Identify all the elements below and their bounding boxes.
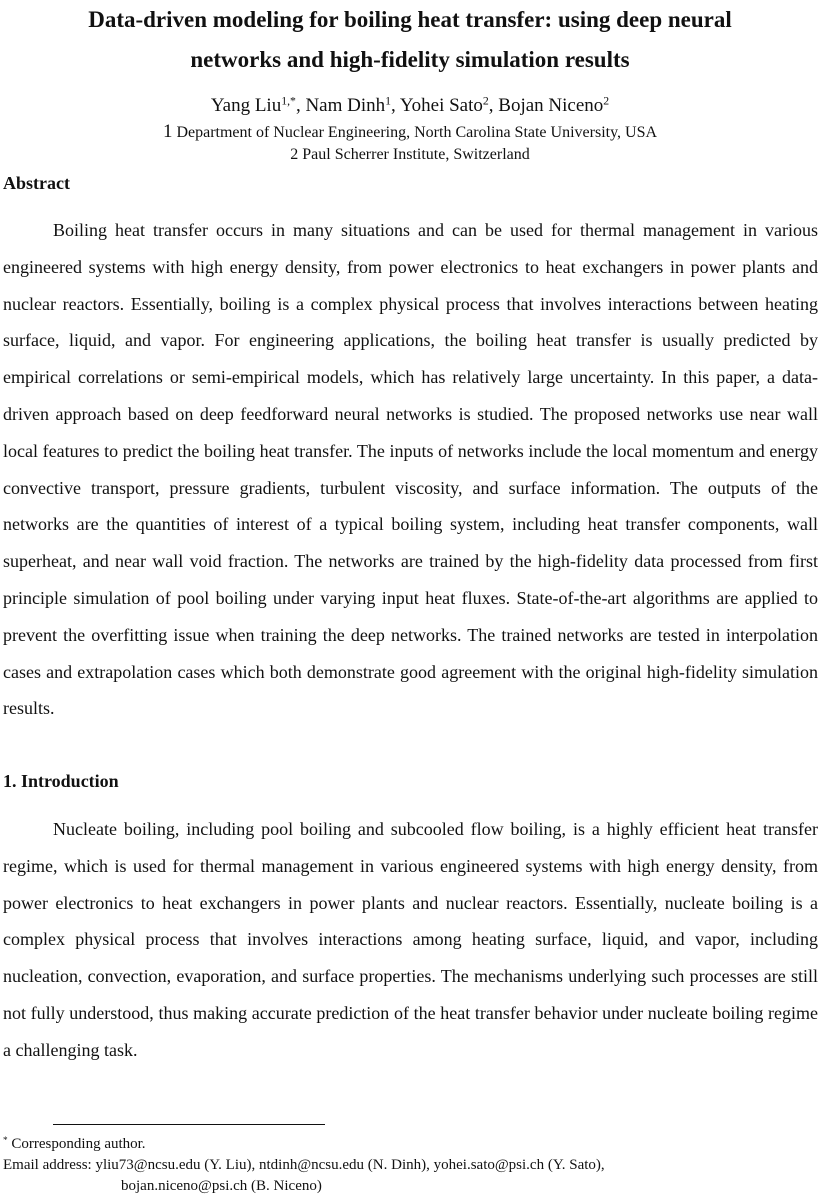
author-affiliation-mark: 2 [603,94,610,108]
affiliation-2 [0,144,820,166]
author-name: Yang Liu [210,95,282,116]
affiliation-text: Paul Scherrer Institute, Switzerland [302,146,530,163]
author-name: Yohei Sato [399,95,483,116]
abstract-paragraph: Boiling heat transfer occurs in many situations and can be used for thermal management in various engineered systems with high energy density, from power electronics to heat exchangers in power plants and nuclear reactors. Essentially, boiling is a complex physical process that involves interactions between heating surface, liquid, and vapor. For engineering applications, the boiling heat transfer is usually predicted by empirical correlations or semi-empirical models, which has relatively large uncertainty. In this paper, a data-driven approach based on deep feedforward neural networks is studied. The proposed networks use near wall local features to predict the boiling heat transfer. The inputs of networks include the local momentum and energy convective transport, pressure gradients, turbulent viscosity, and surface information. The outputs of the networks are the quantities of interest of a typical boiling system, including heat transfer components, wall superheat, and near wall void fraction. The networks are trained by the high-fidelity data processed from first principle simulation of pool boiling under varying input heat fluxes. State-of-the-art algorithms are applied to prevent the overfitting issue when training the deep networks. The trained networks are tested in interpolation cases and extrapolation cases which both demonstrate good agreement with the original high-fidelity simulation results. [3,220,818,719]
author-list: Yang Liu$^{1,*}$, Nam Dinh$^1$, Yohei Sato$^2$, Bojan Niceno$^2$ [210,94,610,116]
author-affiliation-mark: 1 [385,94,392,108]
introduction-paragraph: Nucleate boiling, including pool boiling and subcooled flow boiling, is a highly efficient heat transfer regime, which is used for thermal management in various engineered systems with high energy density, from power electronics to heat exchangers in power plants and nuclear reactors. Essentially, nucleate boiling is a complex physical process that involves interactions among heating surface, liquid, and vapor, including nucleation, convection, evaporation, and surface properties. The mechanisms underlying such processes are still not fully understood, thus making accurate prediction of the heat transfer behavior under nucleate boiling regime a challenging task. [3,819,818,1060]
affiliation-text: Department of Nuclear Engineering, North Carolina State University, USA [176,124,658,141]
footnote-corresponding-text: Corresponding author. [11,1136,146,1152]
author-affiliation-mark: 1,* [281,94,296,108]
title-line-1: Data-driven modeling for boiling heat transfer: using deep neural [88,7,732,32]
author-name: Bojan Niceno [498,95,604,116]
author-name: Nam Dinh [305,95,386,116]
footnote-mark: * [3,1135,8,1146]
footnote-email-line-1: Email address: yliu73@ncsu.edu (Y. Liu), ntdinh@ncsu.edu (N. Dinh), yohei.sato@psi.ch (Y. Sato), [3,1157,605,1173]
abstract-heading: Abstract [3,173,70,193]
title-line-2: networks and high-fidelity simulation results [190,47,630,72]
introduction-heading: 1. Introduction [3,771,119,791]
footnote-email-line-2: bojan.niceno@psi.ch (B. Niceno) [121,1178,322,1194]
affiliation-number: 2 [290,146,299,163]
footnote-corresponding [3,1134,146,1155]
author-affiliation-mark: 2 [482,94,489,108]
paper-title [0,0,820,80]
affiliation-number: 1 [162,121,173,142]
footnote-divider [53,1124,325,1125]
affiliation-1 [0,121,820,144]
